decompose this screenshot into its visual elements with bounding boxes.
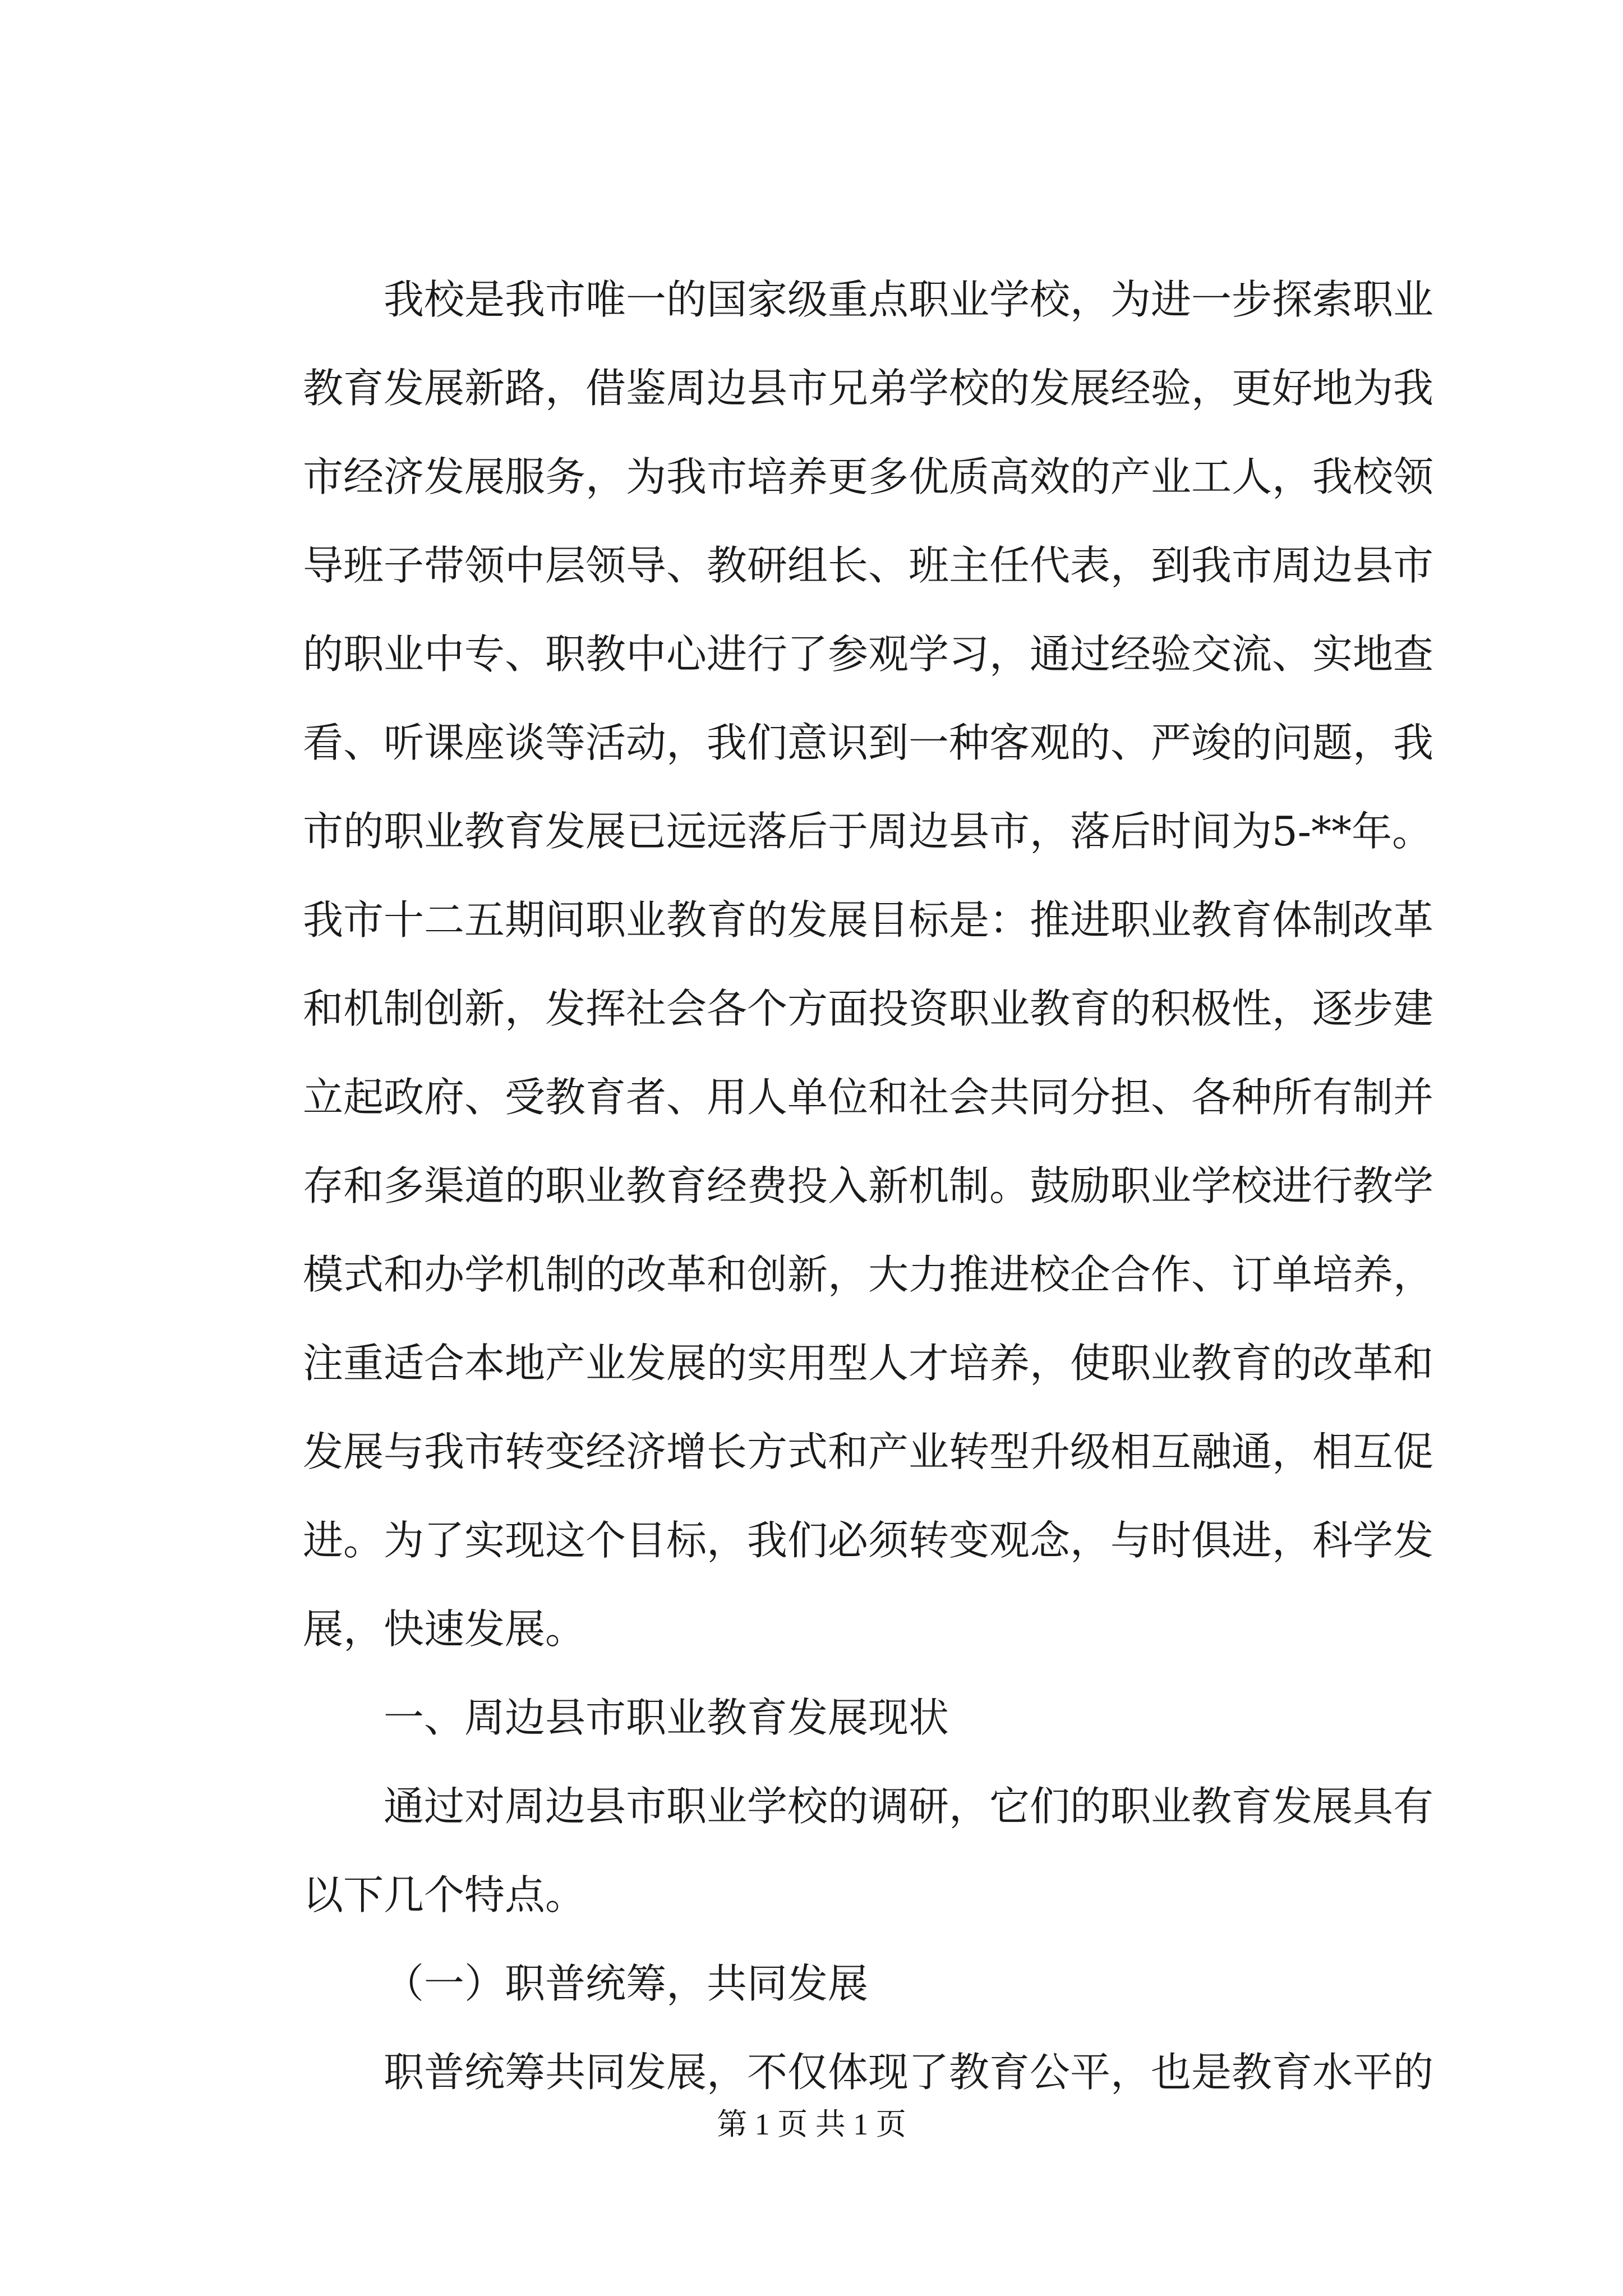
paragraph-line: 看、听课座谈等活动，我们意识到一种客观的、严竣的问题，我 <box>303 719 1434 766</box>
paragraph-line: 展，快速发展。 <box>303 1605 586 1653</box>
paragraph-line: 注重适合本地产业发展的实用型人才培养，使职业教育的改革和 <box>303 1340 1434 1387</box>
paragraph-line: 和机制创新，发挥社会各个方面投资职业教育的积极性，逐步建 <box>303 985 1434 1032</box>
paragraph-line: 教育发展新路，借鉴周边县市兄弟学校的发展经验，更好地为我 <box>303 365 1434 412</box>
paragraph-line: 市经济发展服务，为我市培养更多优质高效的产业工人，我校领 <box>303 453 1434 500</box>
section-heading: 一、周边县市职业教育发展现状 <box>384 1694 949 1741</box>
paragraph-line: 以下几个特点。 <box>303 1871 586 1918</box>
paragraph-line: 我市十二五期间职业教育的发展目标是：推进职业教育体制改革 <box>303 896 1434 944</box>
paragraph-line: 我校是我市唯一的国家级重点职业学校，为进一步探索职业 <box>384 276 1434 323</box>
paragraph-line: 市的职业教育发展已远远落后于周边县市，落后时间为5-**年。 <box>303 808 1433 855</box>
paragraph-line: 的职业中专、职教中心进行了参观学习，通过经验交流、实地查 <box>303 631 1434 678</box>
paragraph-line: 存和多渠道的职业教育经费投入新机制。鼓励职业学校进行教学 <box>303 1162 1434 1209</box>
paragraph-line: 职普统筹共同发展，不仅体现了教育公平，也是教育水平的 <box>384 2049 1434 2096</box>
paragraph-line: 通过对周边县市职业学校的调研，它们的职业教育发展具有 <box>384 1783 1434 1830</box>
paragraph-line: 导班子带领中层领导、教研组长、班主任代表，到我市周边县市 <box>303 542 1434 589</box>
paragraph-line: 模式和办学机制的改革和创新，大力推进校企合作、订单培养， <box>303 1251 1434 1298</box>
document-body <box>303 255 1434 2116</box>
paragraph-line: 发展与我市转变经济增长方式和产业转型升级相互融通，相互促 <box>303 1428 1434 1475</box>
page-footer: 第 1 页 共 1 页 <box>717 2108 906 2141</box>
subsection-heading: （一）职普统筹，共同发展 <box>384 1960 869 2007</box>
paragraph-line: 进。为了实现这个目标，我们必须转变观念，与时俱进，科学发 <box>303 1517 1434 1564</box>
paragraph-line: 立起政府、受教育者、用人单位和社会共同分担、各种所有制并 <box>303 1074 1434 1121</box>
